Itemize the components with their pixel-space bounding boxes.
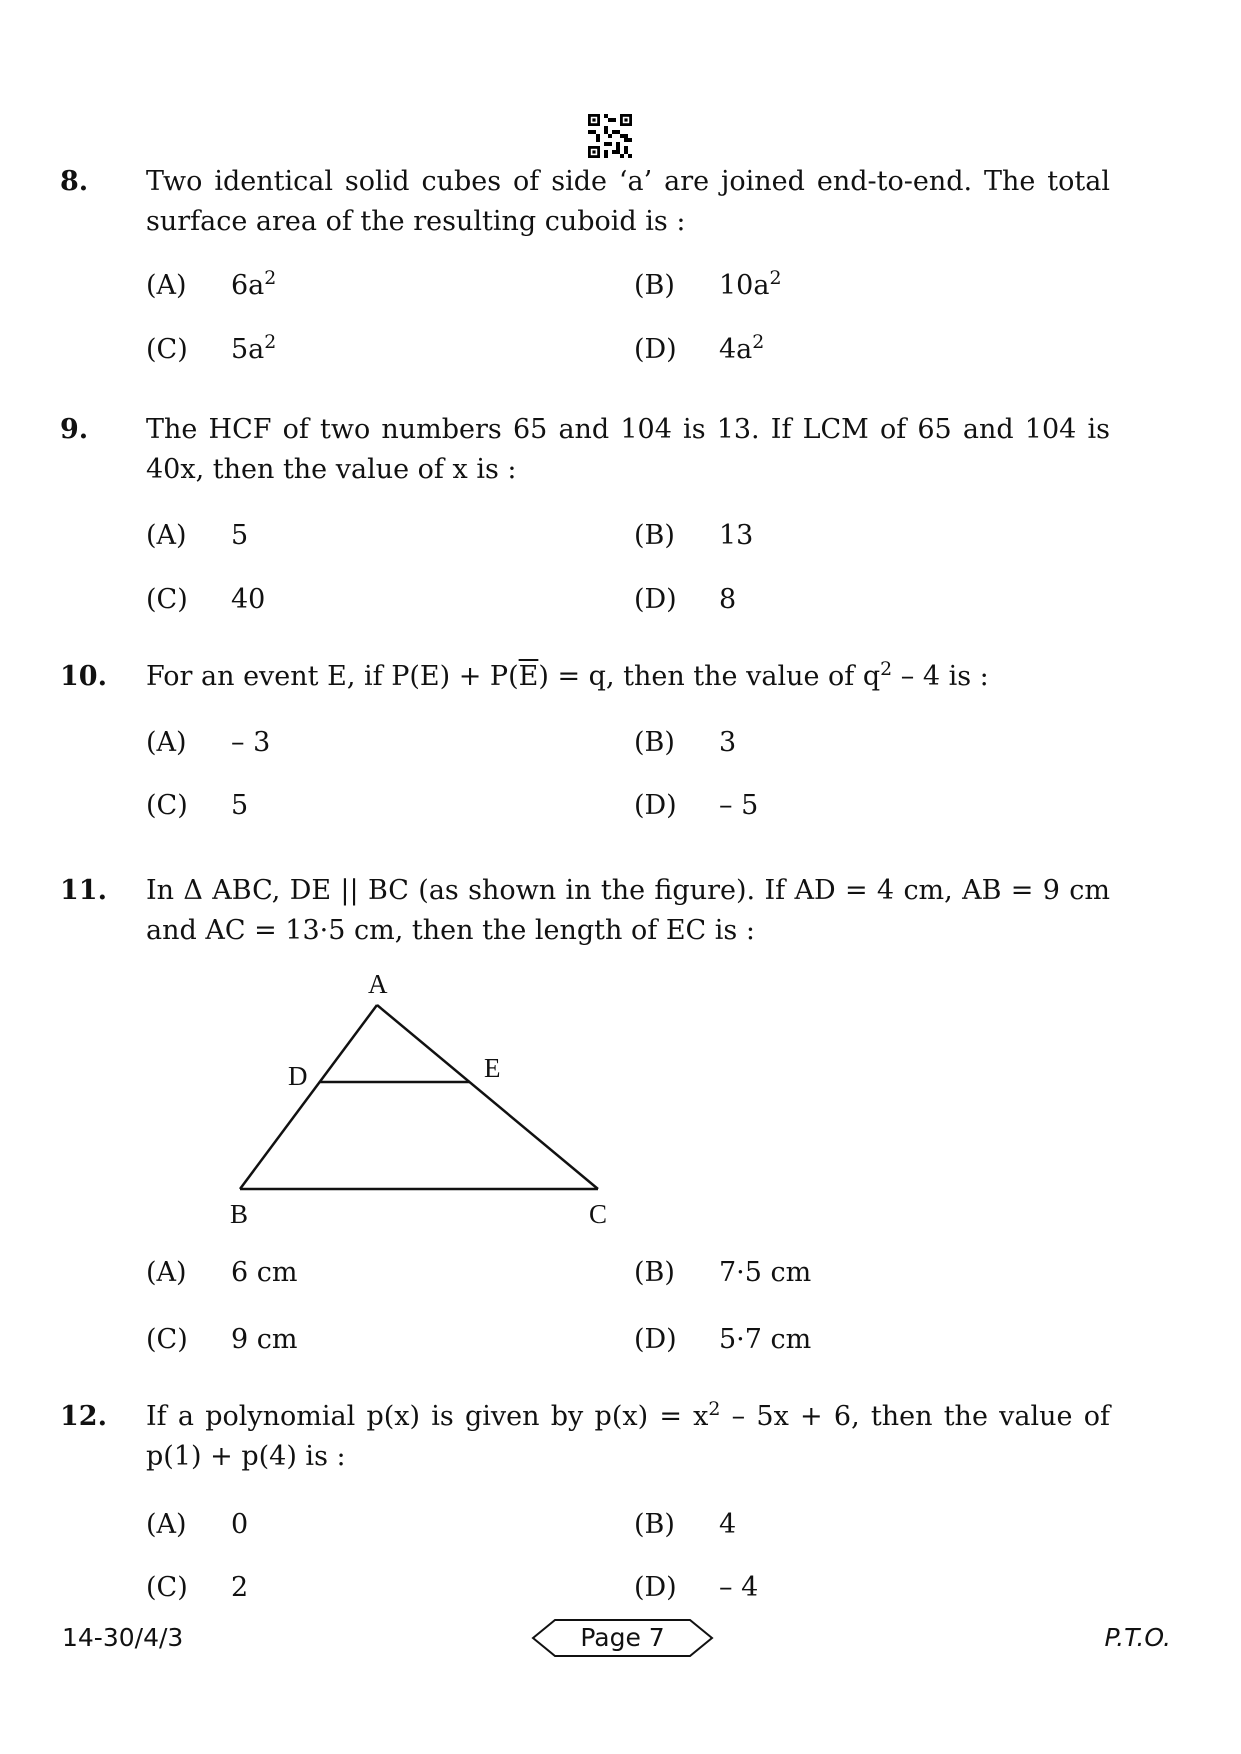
option-label: (A) [146, 1257, 187, 1288]
option-c[interactable] [146, 1322, 298, 1358]
option-d[interactable] [634, 788, 758, 824]
qr-code [588, 114, 632, 158]
option-value: – 4 [719, 1572, 759, 1603]
option-value: 5 [231, 790, 249, 821]
option-value: 5·7 cm [719, 1324, 812, 1355]
question-text: Two identical solid cubes of side ‘a’ are joined end-to-end. The total surface area of the resulting cuboid is : [146, 166, 1110, 237]
option-value: $10a^2$ [719, 267, 782, 301]
option-value: 9 cm [231, 1324, 298, 1355]
side-ab [240, 1005, 377, 1189]
question-number: 9. [60, 414, 89, 445]
vertex-c-label: C [589, 1199, 608, 1225]
option-value: – 3 [231, 727, 271, 758]
option-a[interactable] [146, 1255, 298, 1291]
option-label: (C) [146, 1572, 188, 1603]
page-number: Page 7 [580, 1623, 665, 1652]
complement-e: $\overline{E}$ [518, 661, 539, 692]
option-a[interactable] [146, 518, 248, 554]
option-label: (A) [146, 270, 187, 301]
option-label: (A) [146, 1509, 187, 1540]
option-label: (C) [146, 584, 188, 615]
option-a[interactable] [146, 268, 276, 304]
option-label: (A) [146, 520, 187, 551]
option-label: (B) [634, 520, 675, 551]
question-text: In Δ ABC, DE || BC (as shown in the figure). If AD = 4 cm, AB = 9 cm and AC = 13·5 cm, then the length of EC is : [146, 875, 1110, 946]
question-text: For an event E, if $P(E) + P(\overline{E}) = q$, then the value of $q^2 - 4$ is : [146, 658, 989, 692]
option-label: (C) [146, 1324, 188, 1355]
option-label: (C) [146, 790, 188, 821]
question-number: 11. [60, 875, 107, 906]
option-b[interactable] [634, 1507, 736, 1543]
option-b[interactable] [634, 725, 736, 761]
option-label: (D) [634, 1324, 677, 1355]
option-b[interactable] [634, 1255, 811, 1291]
option-value: 40 [231, 584, 266, 615]
option-a[interactable] [146, 1507, 248, 1543]
option-label: (B) [634, 270, 675, 301]
option-d[interactable] [634, 1322, 811, 1358]
option-value: 8 [719, 584, 737, 615]
vertex-e-label: E [484, 1053, 501, 1083]
option-c[interactable] [146, 1570, 248, 1606]
option-value: $6a^2$ [231, 267, 277, 301]
side-ac [377, 1005, 598, 1189]
option-label: (C) [146, 334, 188, 365]
question-number: 12. [60, 1401, 107, 1432]
question-number: 8. [60, 166, 89, 197]
option-c[interactable] [146, 788, 248, 824]
option-c[interactable] [146, 332, 276, 368]
option-b[interactable] [634, 518, 753, 554]
option-value: 4 [719, 1509, 737, 1540]
page-number-badge [530, 1617, 715, 1659]
option-label: (D) [634, 584, 677, 615]
option-d[interactable] [634, 1570, 758, 1606]
option-value: 6 cm [231, 1257, 298, 1288]
option-c[interactable] [146, 582, 265, 618]
vertex-d-label: D [288, 1061, 308, 1091]
question-text: The HCF of two numbers 65 and 104 is 13. If LCM of 65 and 104 is 40x, then the value of x is : [146, 414, 1110, 485]
option-value: 2 [231, 1572, 249, 1603]
option-value: 7·5 cm [719, 1257, 812, 1288]
option-label: (D) [634, 790, 677, 821]
question-text: If a polynomial p(x) is given by $p(x) = x^2 - 5x + 6$, then the value of p(1) + p(4) is : [146, 1398, 1110, 1472]
triangle-figure [210, 965, 630, 1225]
option-d[interactable] [634, 332, 764, 368]
option-value: 0 [231, 1509, 249, 1540]
option-d[interactable] [634, 582, 736, 618]
option-label: (B) [634, 1509, 675, 1540]
option-label: (B) [634, 727, 675, 758]
paper-code: 14-30/4/3 [62, 1623, 184, 1652]
pto-text: P.T.O. [1104, 1623, 1171, 1652]
option-b[interactable] [634, 268, 782, 304]
option-label: (D) [634, 1572, 677, 1603]
option-value: 3 [719, 727, 737, 758]
option-label: (B) [634, 1257, 675, 1288]
vertex-b-label: B [230, 1199, 249, 1225]
vertex-a-label: A [368, 969, 388, 999]
option-value: $5a^2$ [231, 331, 277, 365]
option-value: 5 [231, 520, 249, 551]
option-value: 13 [719, 520, 754, 551]
option-a[interactable] [146, 725, 270, 761]
option-value: $4a^2$ [719, 331, 765, 365]
option-value: – 5 [719, 790, 759, 821]
option-label: (A) [146, 727, 187, 758]
question-number: 10. [60, 661, 107, 692]
option-label: (D) [634, 334, 677, 365]
